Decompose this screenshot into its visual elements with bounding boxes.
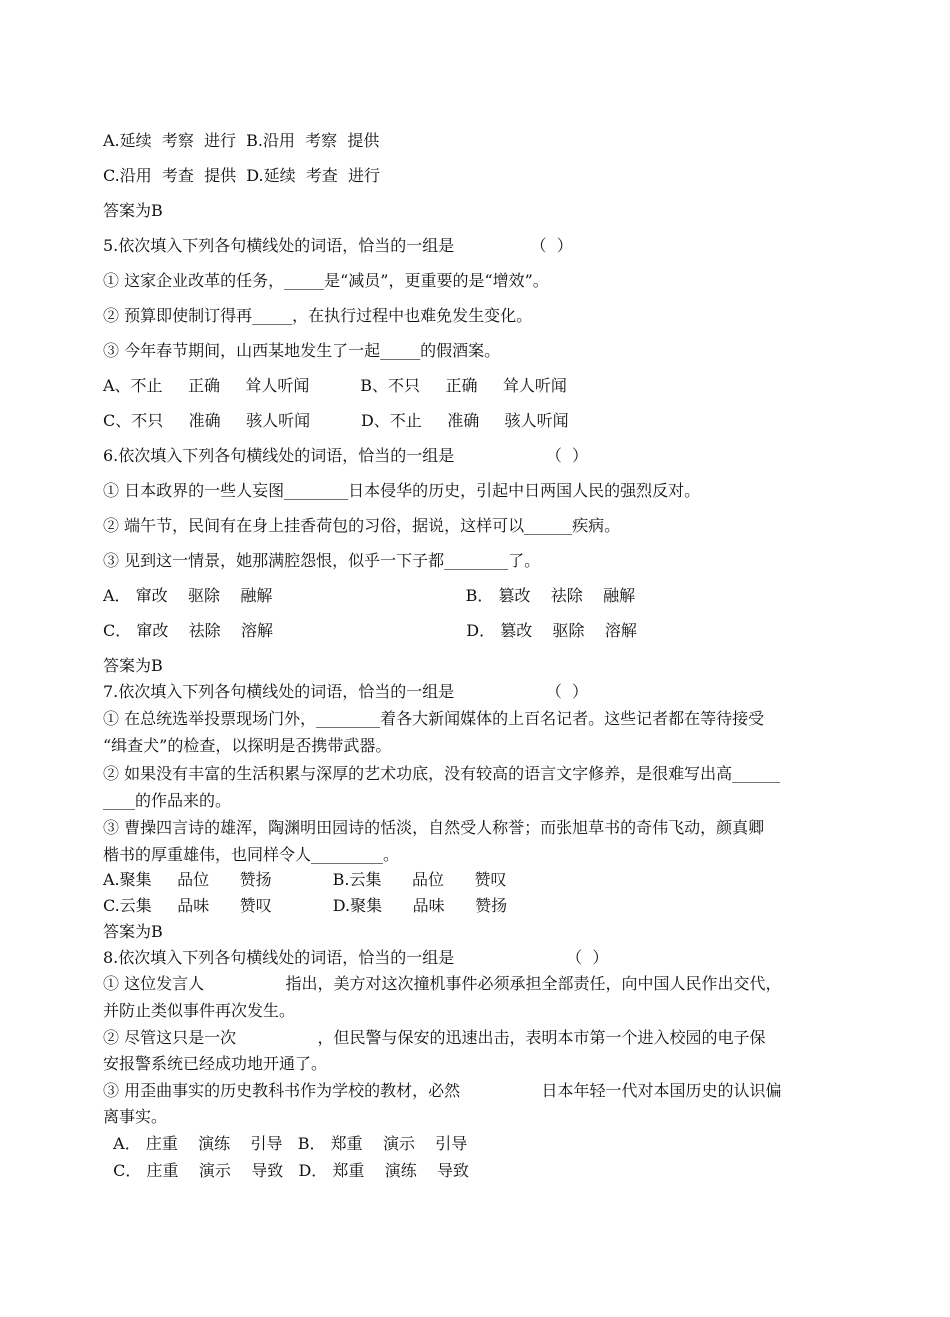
- option-line: A． 庄重 演练 引导 B． 郑重 演示 引导: [103, 1134, 468, 1153]
- option-line: A.聚集 品位 赞扬 B.云集 品位 赞叹: [103, 870, 507, 889]
- question-sentence: ③ 今年春节期间，山西某地发生了一起_____的假酒案。: [103, 341, 501, 360]
- question-sentence: “缉查犬”的检查，以探明是否携带武器。: [103, 736, 392, 755]
- question-sentence: ② 预算即使制订得再_____，在执行过程中也难免发生变化。: [103, 306, 533, 325]
- question-sentence: ② 尽管这只是一次 ，但民警与保安的迅速出击，表明本市第一个进入校园的电子保: [103, 1028, 766, 1047]
- question-sentence: ① 日本政界的一些人妄图________日本侵华的历史，引起中日两国人民的强烈反对。: [103, 481, 701, 500]
- question-sentence: 楷书的厚重雄伟，也同样令人_________。: [103, 845, 400, 864]
- question-sentence: ① 这家企业改革的任务，_____是“减员”，更重要的是“增效”。: [103, 271, 549, 290]
- option-line: A、不止 正确 耸人听闻 B、不只 正确 耸人听闻: [103, 376, 567, 395]
- option-line: C.沿用 考查 提供 D.延续 考查 进行: [103, 166, 380, 185]
- answer-line: 答案为B: [103, 201, 163, 220]
- question-stem: 5.依次填入下列各句横线处的词语，恰当的一组是 （ ）: [103, 236, 573, 255]
- answer-line: 答案为B: [103, 922, 163, 941]
- question-sentence: 并防止类似事件再次发生。: [103, 1001, 296, 1020]
- question-sentence: ② 端午节，民间有在身上挂香荷包的习俗，据说，这样可以______疾病。: [103, 516, 621, 535]
- question-stem: 7.依次填入下列各句横线处的词语，恰当的一组是 （ ）: [103, 682, 588, 701]
- question-sentence: ① 在总统选举投票现场门外，________着各大新闻媒体的上百名记者。这些记者都在等待接受: [103, 709, 765, 728]
- question-sentence: 离事实。: [103, 1107, 168, 1126]
- question-sentence: 安报警系统已经成功地开通了。: [103, 1054, 328, 1073]
- question-sentence: ③ 见到这一情景，她那满腔怨恨，似乎一下子都________了。: [103, 551, 541, 570]
- question-stem: 8.依次填入下列各句横线处的词语，恰当的一组是 （ ）: [103, 948, 609, 967]
- option-line: C.云集 品味 赞叹 D.聚集 品味 赞扬: [103, 896, 508, 915]
- question-sentence: ③ 用歪曲事实的历史教科书作为学校的教材，必然 日本年轻一代对本国历史的认识偏: [103, 1081, 782, 1100]
- option-line: C、不只 准确 骇人听闻 D、不止 准确 骇人听闻: [103, 411, 569, 430]
- option-line: A.延续 考察 进行 B.沿用 考察 提供: [103, 131, 380, 150]
- answer-line: 答案为B: [103, 656, 163, 675]
- question-sentence: ____的作品来的。: [103, 791, 232, 810]
- option-line: A． 窜改 驱除 融解 B． 篡改 祛除 融解: [103, 586, 636, 605]
- question-sentence: ② 如果没有丰富的生活积累与深厚的艺术功底，没有较高的语言文字修养，是很难写出高______: [103, 764, 781, 783]
- question-sentence: ③ 曹操四言诗的雄浑，陶渊明田园诗的恬淡，自然受人称誉；而张旭草书的奇伟飞动，颜真卿: [103, 818, 765, 837]
- question-sentence: ① 这位发言人 指出，美方对这次撞机事件必须承担全部责任，向中国人民作出交代，: [103, 974, 782, 993]
- question-stem: 6.依次填入下列各句横线处的词语，恰当的一组是 （ ）: [103, 446, 588, 465]
- option-line: C． 庄重 演示 导致 D． 郑重 演练 导致: [103, 1161, 470, 1180]
- option-line: C． 窜改 祛除 溶解 D． 篡改 驱除 溶解: [103, 621, 637, 640]
